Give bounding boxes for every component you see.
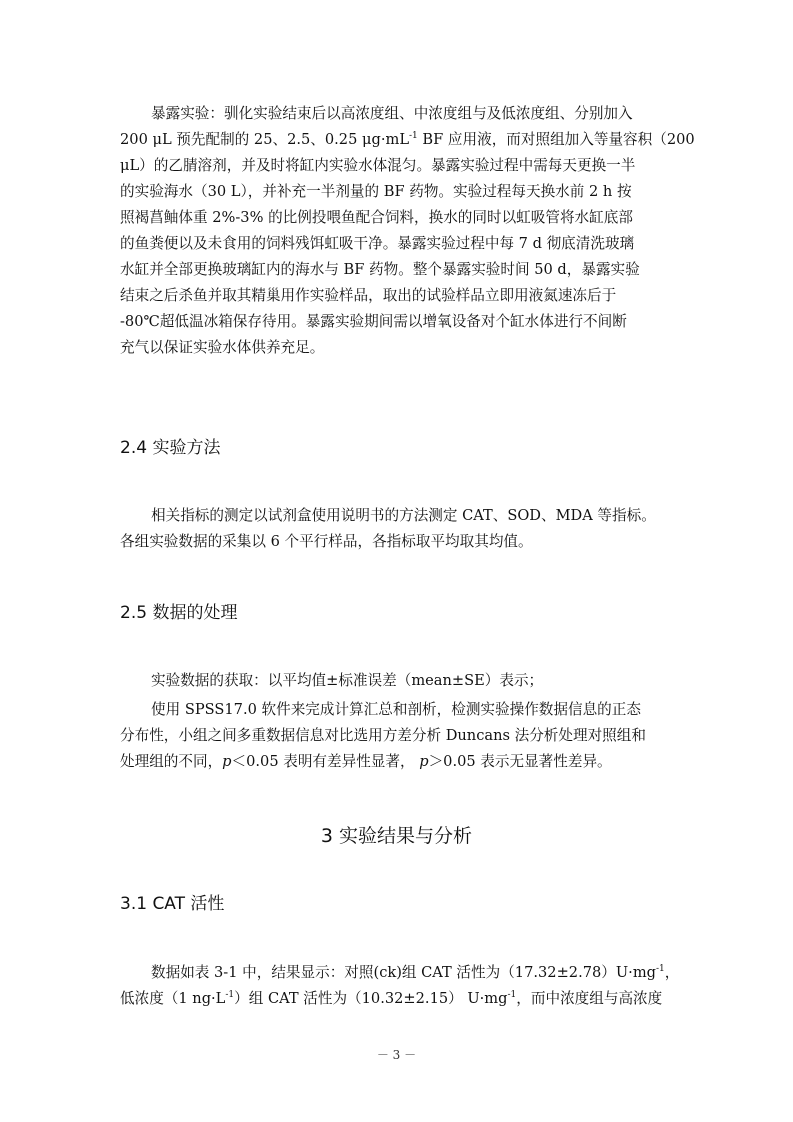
superscript: -1 <box>409 131 418 142</box>
text-line: 照褐菖鲉体重 2%-3% 的比例投喂鱼配合饲料，换水的同时以虹吸管将水缸底部 <box>120 209 633 226</box>
text-line: 充气以保证实验水体供养充足。 <box>120 339 325 356</box>
text-line: 水缸并全部更换玻璃缸内的海水与 BF 药物。整个暴露实验时间 50 d，暴露实验 <box>120 261 640 278</box>
text-line: 的实验海水（30 L），并补充一半剂量的 BF 药物。实验过程每天换水前 2 h 按 <box>120 183 632 200</box>
text-line: 实验数据的获取：以平均值±标准误差（mean±SE）表示； <box>151 672 544 689</box>
text-run: ）组 CAT 活性为（10.32±2.15） U·mg <box>234 990 508 1007</box>
text-run: 低浓度（1 ng·L <box>120 990 226 1007</box>
p-symbol: p <box>222 753 232 770</box>
section-heading-2-4: 2.4 实验方法 <box>120 438 221 458</box>
data-acquisition-paragraph <box>120 668 676 694</box>
text-run: ，而中浓度组与高浓度 <box>516 990 663 1007</box>
text-run: ＞0.05 表示无显著性差异。 <box>428 753 612 770</box>
section-heading-2-5: 2.5 数据的处理 <box>120 603 238 623</box>
p-symbol: p <box>419 753 429 770</box>
text-run: 数据如表 3-1 中，结果显示：对照(ck)组 CAT 活性为（17.32±2.78）U·mg <box>151 964 657 981</box>
text-line <box>120 960 680 986</box>
chapter-heading-3: 3 实验结果与分析 <box>320 825 473 847</box>
text-run: ， <box>664 964 680 981</box>
text-line <box>120 749 676 775</box>
section-heading-3-1: 3.1 CAT 活性 <box>120 894 225 914</box>
text-run: 200 μL 预先配制的 25、2.5、0.25 μg·mL <box>120 131 410 148</box>
text-line <box>120 127 695 153</box>
superscript: -1 <box>507 990 517 1001</box>
exposure-experiment-paragraph <box>120 101 695 361</box>
text-line: 暴露实验：驯化实验结束后以高浓度组、中浓度组与及低浓度组、分别加入 <box>151 105 633 122</box>
text-run: 处理组的不同， <box>120 753 223 770</box>
text-line: 使用 SPSS17.0 软件来完成计算汇总和剖析，检测实验操作数据信息的正态 <box>151 701 641 718</box>
cat-activity-paragraph <box>120 960 680 1012</box>
text-line: μL）的乙腈溶剂，并及时将缸内实验水体混匀。暴露实验过程中需每天更换一半 <box>120 157 636 174</box>
text-line: 结束之后杀鱼并取其精巢用作实验样品，取出的试验样品立即用液氮速冻后于 <box>120 287 617 304</box>
text-line: 的鱼粪便以及未食用的饲料残饵虹吸干净。暴露实验过程中每 7 d 彻底清洗玻璃 <box>120 235 635 252</box>
methods-paragraph <box>120 503 676 555</box>
superscript: -1 <box>225 990 235 1001</box>
page-number: － 3 － <box>376 1048 417 1062</box>
text-run: BF 应用液，而对照组加入等量容积（200 <box>417 131 695 148</box>
superscript: -1 <box>656 964 665 975</box>
text-line: 各组实验数据的采集以 6 个平行样品，各指标取平均取其均值。 <box>120 533 533 550</box>
text-line: 分布性，小组之间多重数据信息对比选用方差分析 Duncans 法分析处理对照组和 <box>120 727 646 744</box>
text-line: -80℃超低温冰箱保存待用。暴露实验期间需以增氧设备对个缸水体进行不间断 <box>120 313 627 330</box>
text-line: 相关指标的测定以试剂盒使用说明书的方法测定 CAT、SOD、MDA 等指标。 <box>151 507 656 524</box>
text-line <box>120 986 676 1012</box>
text-run: ＜0.05 表明有差异性显著， <box>231 753 420 770</box>
statistics-paragraph <box>120 697 676 775</box>
